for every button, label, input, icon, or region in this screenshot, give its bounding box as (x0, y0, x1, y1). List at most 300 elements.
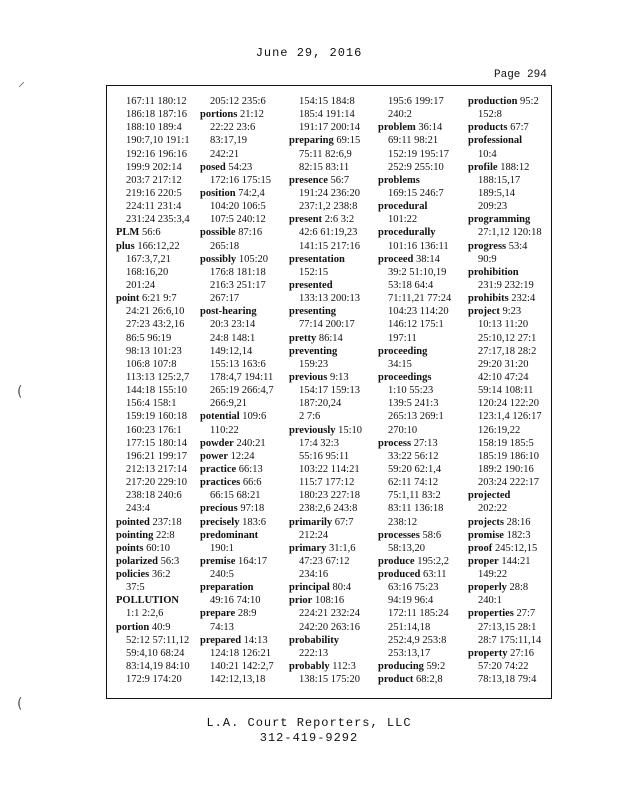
index-references: 201:24 (126, 279, 156, 291)
index-references: 144:21 (498, 555, 531, 567)
index-term: primary (289, 542, 327, 554)
index-entry (378, 437, 462, 450)
index-term: professional (468, 135, 523, 147)
index-references: 90:9 (478, 253, 497, 265)
index-term: prepared (200, 634, 242, 646)
index-entry (200, 108, 284, 121)
index-references: 10:13 11:20 (478, 319, 529, 331)
index-continuation-line (378, 516, 462, 529)
index-continuation-line (468, 476, 552, 489)
index-references: 267:17 (210, 293, 240, 305)
index-continuation-line (468, 410, 552, 423)
index-continuation-line (289, 647, 373, 660)
index-entry (378, 345, 462, 358)
index-term: previous (289, 371, 328, 383)
index-references: 67:7 (507, 122, 529, 134)
index-entry (200, 634, 284, 647)
index-continuation-line (378, 95, 462, 108)
index-references: 20:3 23:14 (210, 319, 256, 331)
index-continuation-line (116, 673, 200, 686)
index-references: 222:13 (299, 647, 329, 659)
index-term: produce (378, 555, 415, 567)
index-continuation-line (468, 660, 552, 673)
index-continuation-line (116, 95, 200, 108)
index-references: 112:3 (329, 661, 356, 673)
index-term: producing (378, 661, 424, 673)
index-entry (200, 253, 284, 266)
index-references: 68:2,8 (413, 674, 443, 686)
index-term: processes (378, 529, 420, 541)
index-references: 104:23 114:20 (388, 306, 449, 318)
index-references: 186:18 187:16 (126, 109, 187, 121)
index-references: 58:6 (419, 529, 442, 541)
index-entry (468, 95, 552, 108)
index-references: 141:15 217:16 (299, 240, 360, 252)
index-references: 63:11 (420, 569, 447, 581)
index-continuation-line (468, 226, 552, 239)
index-entry (468, 240, 552, 253)
index-references: 156:4 158:1 (126, 398, 177, 410)
index-references: 196:21 199:17 (126, 450, 187, 462)
index-references: 265:18 (210, 240, 240, 252)
index-term: possibly (200, 253, 237, 265)
index-references: 63:16 75:23 (388, 582, 439, 594)
index-entry (289, 542, 373, 555)
index-references: 98:13 101:23 (126, 345, 182, 357)
index-continuation-line (289, 489, 373, 502)
index-references: 252:9 255:10 (388, 161, 444, 173)
index-references: 66:13 (236, 463, 263, 475)
index-term: promise (468, 529, 504, 541)
index-continuation-line (289, 384, 373, 397)
margin-mark: ( (17, 696, 23, 712)
index-term: posed (200, 161, 226, 173)
index-references: 243:4 (126, 503, 150, 515)
index-references: 17:4 32:3 (299, 437, 339, 449)
index-continuation-line (468, 634, 552, 647)
index-continuation-line (200, 200, 284, 213)
index-term: post-hearing (200, 306, 257, 318)
index-references: 82:15 83:11 (299, 161, 350, 173)
index-entry (200, 187, 284, 200)
index-references: 224:21 232:24 (299, 608, 360, 620)
index-references: 27:23 43:2,16 (126, 319, 185, 331)
index-references: 266:9,21 (210, 398, 248, 410)
index-continuation-line (289, 95, 373, 108)
index-continuation-line (200, 489, 284, 502)
index-references: 178:4,7 194:11 (210, 371, 274, 383)
index-references: 59:14 108:11 (478, 385, 534, 397)
index-references: 27:13 (411, 437, 438, 449)
index-references: 27:1,12 120:18 (478, 227, 542, 239)
index-references: 57:20 74:22 (478, 661, 529, 673)
index-continuation-line (468, 397, 552, 410)
index-continuation-line (116, 187, 200, 200)
index-term: presentation (289, 253, 345, 265)
index-references: 42:6 61:19,23 (299, 227, 358, 239)
index-continuation-line (289, 358, 373, 371)
index-continuation-line (200, 121, 284, 134)
index-entry (468, 292, 552, 305)
index-entry (289, 660, 373, 673)
index-continuation-line (468, 148, 552, 161)
index-references: 9:23 (499, 306, 522, 318)
index-term: proceeding (378, 345, 428, 357)
index-continuation-line (289, 121, 373, 134)
index-entry (289, 174, 373, 187)
index-term: power (200, 450, 228, 462)
index-references: 103:22 114:21 (299, 463, 360, 475)
index-references: 176:8 181:18 (210, 266, 266, 278)
index-entry (116, 226, 200, 239)
index-references: 240:1 (478, 595, 502, 607)
index-term: presence (289, 174, 328, 186)
index-continuation-line (378, 266, 462, 279)
index-references: 252:4,9 253:8 (388, 634, 447, 646)
index-term: progress (468, 240, 507, 252)
index-references: 159:19 160:18 (126, 411, 187, 423)
index-continuation-line (468, 424, 552, 437)
index-continuation-line (468, 332, 552, 345)
index-references: 27:13,15 28:1 (478, 621, 537, 633)
index-continuation-line (116, 200, 200, 213)
index-continuation-line (468, 279, 552, 292)
index-references: 49:16 74:10 (210, 595, 261, 607)
index-term: preventing (289, 345, 338, 357)
index-continuation-line (116, 253, 200, 266)
index-references: 155:13 163:6 (210, 358, 266, 370)
index-term: precious (200, 503, 238, 515)
index-continuation-line (289, 607, 373, 620)
index-entry (378, 226, 462, 239)
index-entry (200, 476, 284, 489)
index-continuation-line (468, 594, 552, 607)
index-term: probability (289, 634, 339, 646)
index-continuation-line (116, 424, 200, 437)
index-continuation-line (378, 148, 462, 161)
index-references: 77:14 200:17 (299, 319, 355, 331)
index-continuation-line (468, 463, 552, 476)
index-continuation-line (116, 476, 200, 489)
index-references: 31:1,6 (326, 542, 356, 554)
index-references: 270:10 (388, 424, 418, 436)
index-entry (468, 121, 552, 134)
index-continuation-line (200, 279, 284, 292)
index-term: proper (468, 555, 499, 567)
index-references: 154:15 184:8 (299, 96, 355, 107)
index-continuation-line (116, 450, 200, 463)
index-references: 185:19 186:10 (478, 450, 539, 462)
index-continuation-line (289, 161, 373, 174)
index-continuation-line (468, 502, 552, 515)
index-continuation-line (200, 660, 284, 673)
index-references: 224:11 231:4 (126, 201, 182, 213)
index-references: 172:16 175:15 (210, 174, 271, 186)
index-continuation-line (468, 621, 552, 634)
index-entry (378, 555, 462, 568)
index-entry (289, 279, 373, 292)
index-term: preparation (200, 582, 254, 594)
index-references: 83:11 136:18 (388, 503, 444, 515)
index-references: 2:6 3:2 (322, 214, 355, 226)
index-term: practice (200, 463, 237, 475)
index-references: 212:13 217:14 (126, 463, 187, 475)
index-references: 188:15,17 (478, 174, 521, 186)
index-references: 242:20 263:16 (299, 621, 360, 633)
index-references: 192:16 196:16 (126, 148, 187, 160)
index-continuation-line (378, 279, 462, 292)
index-entry (200, 450, 284, 463)
index-continuation-line (468, 345, 552, 358)
index-continuation-line (116, 148, 200, 161)
index-references: 86:5 96:19 (126, 332, 172, 344)
index-references: 37:5 (126, 582, 145, 594)
index-references: 1:10 55:23 (388, 385, 434, 397)
index-continuation-line (289, 502, 373, 515)
index-entry (200, 305, 284, 318)
index-references: 25:10,12 27:1 (478, 332, 537, 344)
index-continuation-line (116, 345, 200, 358)
index-references: 33:22 56:12 (388, 450, 439, 462)
index-term: prior (289, 595, 313, 607)
index-continuation-line (378, 397, 462, 410)
index-term: pretty (289, 332, 317, 344)
index-term: policies (116, 569, 150, 581)
index-term: possible (200, 227, 236, 239)
index-references: 24:8 148:1 (210, 332, 256, 344)
index-continuation-line (468, 318, 552, 331)
index-continuation-line (468, 108, 552, 121)
index-continuation-line (378, 318, 462, 331)
index-entry (468, 213, 552, 226)
index-term: precisely (200, 516, 240, 528)
index-references: 212:24 (299, 529, 329, 541)
index-references: 27:16 (507, 647, 535, 659)
index-continuation-line (200, 647, 284, 660)
index-term: practices (200, 477, 241, 489)
index-references: 154:17 159:13 (299, 385, 360, 397)
index-continuation-line (289, 397, 373, 410)
index-references: 182:3 (503, 529, 531, 541)
index-references: 120:24 122:20 (478, 398, 539, 410)
index-references: 188:12 (497, 161, 530, 173)
index-references: 6:21 9:7 (139, 293, 177, 305)
index-references: 164:17 (235, 555, 268, 567)
index-continuation-line (116, 634, 200, 647)
index-continuation-line (200, 134, 284, 147)
index-column-4 (378, 95, 462, 686)
index-continuation-line (289, 568, 373, 581)
index-references: 2 7:6 (299, 411, 321, 423)
index-term: production (468, 96, 518, 107)
index-term: position (200, 187, 236, 199)
index-references: 238:18 240:6 (126, 490, 182, 502)
index-references: 189:5,14 (478, 187, 516, 199)
index-references: 108:16 (312, 595, 345, 607)
index-entry (468, 134, 552, 147)
index-continuation-line (468, 384, 552, 397)
index-continuation-line (200, 332, 284, 345)
index-references: 217:20 229:10 (126, 477, 187, 489)
index-continuation-line (116, 410, 200, 423)
index-entry (468, 529, 552, 542)
index-references: 67:7 (332, 516, 354, 528)
index-references: 234:16 (299, 569, 329, 581)
index-references: 38:14 (413, 253, 440, 265)
index-entry (468, 607, 552, 620)
index-references: 172:9 174:20 (126, 674, 182, 686)
index-continuation-line (116, 161, 200, 174)
index-entry (200, 581, 284, 594)
index-term: points (116, 542, 144, 554)
index-continuation-line (378, 332, 462, 345)
index-entry (116, 594, 200, 607)
index-references: 191:24 236:20 (299, 187, 360, 199)
index-entry (289, 581, 373, 594)
index-entry (200, 437, 284, 450)
index-continuation-line (378, 502, 462, 515)
index-term: premise (200, 555, 236, 567)
margin-mark: ( (17, 384, 23, 400)
index-term: products (468, 122, 508, 134)
index-entry (378, 174, 462, 187)
index-entry (200, 607, 284, 620)
index-continuation-line (200, 384, 284, 397)
index-continuation-line (200, 266, 284, 279)
index-references: 237:1,2 238:8 (299, 201, 358, 213)
index-continuation-line (378, 542, 462, 555)
index-references: 21:12 (237, 109, 264, 121)
index-continuation-line (200, 358, 284, 371)
index-references: 232:4 (508, 293, 536, 305)
index-references: 152:8 (478, 109, 502, 121)
index-term: projected (468, 490, 511, 502)
index-continuation-line (116, 502, 200, 515)
index-continuation-line (116, 647, 200, 660)
index-continuation-line (200, 371, 284, 384)
index-references: 238:2,6 243:8 (299, 503, 358, 515)
index-entry (289, 516, 373, 529)
index-continuation-line (200, 542, 284, 555)
index-continuation-line (200, 292, 284, 305)
index-references: 231:24 235:3,4 (126, 214, 190, 226)
index-continuation-line (116, 305, 200, 318)
index-continuation-line (200, 95, 284, 108)
index-term: prohibits (468, 293, 509, 305)
index-entry (200, 516, 284, 529)
index-term: prepare (200, 608, 236, 620)
index-continuation-line (116, 437, 200, 450)
index-references: 47:23 67:12 (299, 555, 350, 567)
index-entry (289, 253, 373, 266)
index-continuation-line (378, 213, 462, 226)
index-term: primarily (289, 516, 333, 528)
index-references: 69:11 98:21 (388, 135, 439, 147)
index-continuation-line (200, 174, 284, 187)
index-references: 265:19 266:4,7 (210, 385, 274, 397)
index-entry (468, 542, 552, 555)
index-entry (289, 634, 373, 647)
index-references: 58:13,20 (388, 542, 426, 554)
index-continuation-line (378, 161, 462, 174)
index-entry (468, 305, 552, 318)
index-references: 113:13 125:2,7 (126, 371, 190, 383)
index-continuation-line (378, 305, 462, 318)
index-entry (200, 226, 284, 239)
index-continuation-line (200, 594, 284, 607)
index-references: 28:16 (503, 516, 531, 528)
index-continuation-line (378, 108, 462, 121)
index-continuation-line (116, 174, 200, 187)
index-references: 66:15 68:21 (210, 490, 261, 502)
index-references: 152:19 195:17 (388, 148, 449, 160)
index-entry (378, 253, 462, 266)
index-term: procedurally (378, 227, 436, 239)
index-continuation-line (289, 266, 373, 279)
index-references: 166:12,22 (134, 240, 180, 252)
index-references: 149:22 (478, 569, 508, 581)
index-references: 191:17 200:14 (299, 122, 360, 134)
index-continuation-line (378, 410, 462, 423)
index-term: project (468, 306, 500, 318)
index-term: prohibition (468, 266, 519, 278)
index-continuation-line (116, 121, 200, 134)
index-entry (289, 305, 373, 318)
index-references: 39:2 51:10,19 (388, 266, 447, 278)
index-references: 53:18 64:4 (388, 279, 434, 291)
index-column-1 (116, 95, 200, 686)
index-references: 167:3,7,21 (126, 253, 171, 265)
index-references: 197:11 (388, 332, 417, 344)
index-entry (116, 555, 200, 568)
index-continuation-line (116, 134, 200, 147)
index-references: 245:12,15 (492, 542, 538, 554)
index-references: 138:15 175:20 (299, 674, 360, 686)
index-continuation-line (289, 318, 373, 331)
index-term: problems (378, 174, 420, 186)
index-entry (116, 529, 200, 542)
index-references: 242:21 (210, 148, 240, 160)
index-references: 83:17,19 (210, 135, 248, 147)
index-entry (468, 489, 552, 502)
court-reporter-name: L.A. Court Reporters, LLC (206, 716, 412, 730)
index-entry (116, 568, 200, 581)
index-entry (289, 134, 373, 147)
index-continuation-line (468, 673, 552, 686)
index-references: 28:7 175:11,14 (478, 634, 542, 646)
index-continuation-line (378, 621, 462, 634)
index-term: PLM (116, 227, 140, 239)
index-references: 101:16 136:11 (388, 240, 449, 252)
index-references: 54:23 (225, 161, 253, 173)
index-references: 56:3 (158, 555, 180, 567)
index-references: 52:12 57:11,12 (126, 634, 190, 646)
index-references: 62:11 74:12 (388, 477, 439, 489)
index-continuation-line (378, 581, 462, 594)
index-entry (116, 516, 200, 529)
index-references: 265:13 269:1 (388, 411, 444, 423)
index-references: 107:5 240:12 (210, 214, 266, 226)
index-references: 59:4,10 68:24 (126, 647, 185, 659)
index-continuation-line (378, 424, 462, 437)
index-references: 105:20 (236, 253, 268, 265)
index-references: 149:12,14 (210, 345, 253, 357)
index-references: 240:2 (388, 109, 412, 121)
index-references: 10:4 (478, 148, 497, 160)
index-entry (200, 463, 284, 476)
index-entry (116, 542, 200, 555)
index-references: 104:20 106:5 (210, 201, 266, 213)
